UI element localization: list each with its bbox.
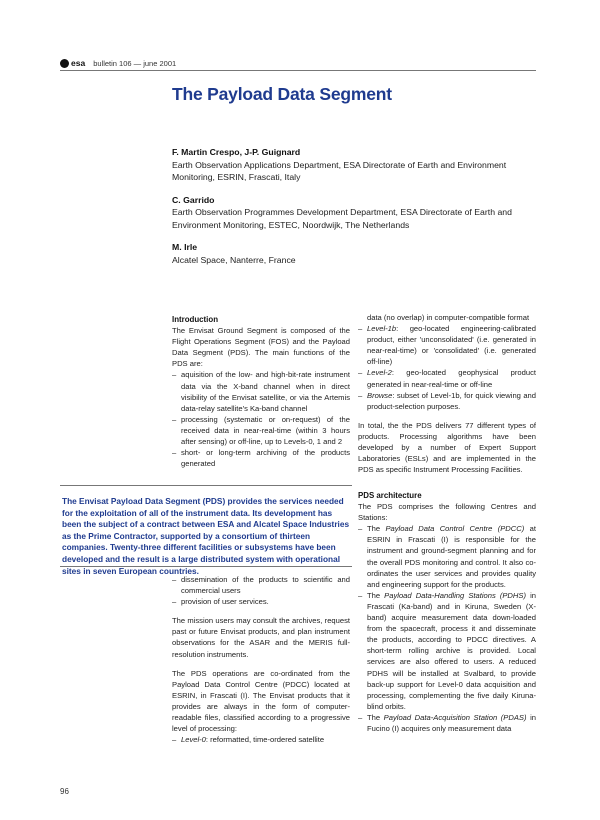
author-name: F. Martin Crespo, J-P. Guignard: [172, 147, 301, 157]
author-block: [172, 194, 542, 232]
column-1-continued: [172, 574, 350, 745]
paragraph: The PDS comprises the following Centres and Stations:: [358, 502, 536, 523]
list-item: – short- or long-term archiving of the products generated: [172, 448, 350, 469]
abstract-rule-bottom: [60, 566, 352, 567]
list-item-continuation: data (no overlap) in computer-compatible format: [367, 313, 530, 322]
level-label: Level-0: [181, 735, 206, 745]
author-name: M. Irle: [172, 242, 198, 252]
author-block: [172, 241, 542, 266]
author-affiliation: Alcatel Space, Nanterre, France: [172, 254, 296, 265]
article-title: The Payload Data Segment: [172, 84, 392, 104]
list-item: – provision of user services.: [172, 597, 269, 607]
list-item: – The Payload Data Control Centre (PDCC) at ESRIN in Frascati (I) is responsible for the instrument and ground-segment planning and for the overall PDS monitoring and control. It also co-ordinates the user services and provides quality and engineering support for the products.: [358, 524, 536, 589]
page-number: 96: [60, 787, 69, 796]
list-item: – processing (systematic or on-request) of the received data in near-real-time (within 3 hours after sensing) or off-line, up to Levels-0, 1 and 2: [172, 414, 350, 447]
author-block: [172, 146, 542, 184]
introduction-paragraph: The Envisat Ground Segment is composed of the Flight Operations Segment (FOS) and the Payload Data Segment (PDS). The main functions of the PDS are:: [172, 326, 350, 369]
list-item: – The Payload Data-Acquisition Station (PDAS) in Fucino (I) acquires only measurement data: [358, 712, 536, 733]
abstract-highlight: The Envisat Payload Data Segment (PDS) provides the services needed for the exploitation of all of the instrument data. Its development has been the subject of a contract between ESA and Alcatel Space Industries as the Prime Contractor, supported by a consortium of thirteen companies. Twenty-three different facilities or subsystems have been developed and the result is a large distributed system with operational sites in seven European countries.: [62, 496, 350, 576]
author-affiliation: Earth Observation Programmes Development Department, ESA Directorate of Earth and Environment Monitoring, ESTEC, Noordwijk, The Netherlands: [172, 207, 512, 230]
esa-logo: [60, 58, 89, 68]
header-rule: [60, 70, 536, 71]
paragraph: The mission users may consult the archives, request past or future Envisat products, and plan instrument observations for the ASAR and the MERIS full-resolution instruments.: [172, 616, 350, 659]
list-item: – aquisition of the low- and high-bit-rate instrument data via the X-band channel when in direct visibility of the Envisat satellite, or via the Artemis data-relay satellite's Ka-band channel: [172, 370, 350, 413]
author-name: C. Garrido: [172, 194, 215, 205]
level-label: Level-2: [367, 368, 392, 378]
author-affiliation: Earth Observation Applications Department, ESA Directorate of Earth and Environment Monitoring, ESRIN, Frascati, Italy: [172, 159, 507, 182]
facility-name: Payload Data-Acquisition Station (PDAS): [383, 712, 527, 722]
column-2-top: [358, 312, 536, 475]
list-item: – Level-0: reformatted, time-ordered satellite: [172, 735, 325, 745]
esa-logo-text: esa: [71, 58, 86, 68]
list-item: – The Payload Data-Handling Stations (PDHS) in Frascati (Ka-band) and in Kiruna, Sweden (X-band) acquire measurement data down-loaded from the spacecraft, process it and disseminate the products, according to PDCC directives. A short-term rolling archive is provided. Local services are also offered to users. A reduced PDHS will be installed at Svalbard, to provide back-up support for Level-0 data acquisition and processing, complementing the five daily Kiruna-blind orbits.: [358, 590, 536, 711]
list-item: – Browse: subset of Level-1b, for quick viewing and product-selection purposes.: [358, 390, 536, 411]
list-item: – Level-2: geo-located geophysical product generated in near-real-time or off-line: [358, 368, 536, 389]
list-item: – Level-1b: geo-located engineering-calibrated product, either 'unconsolidated' (i.e. generated in near-real-time) or 'consolidated' (i.e. generated off-line): [358, 324, 536, 367]
architecture-heading: PDS architecture: [358, 491, 422, 500]
list-item: – dissemination of the products to scientific and commercial users: [172, 575, 350, 596]
level-label: Browse: [367, 390, 393, 400]
introduction-heading: Introduction: [172, 315, 219, 324]
architecture-section: [358, 490, 536, 734]
abstract-rule-top: [60, 485, 352, 486]
running-header: [60, 56, 176, 70]
paragraph: In total, the the PDS delivers 77 different types of products. Processing algorithms have been developed by a number of Expert Support Laboratories (ESLs) and are implemented in the PDS as specific Instrument Processing Facilities.: [358, 420, 536, 475]
introduction-section: [172, 314, 350, 469]
bulletin-label: bulletin 106 — june 2001: [93, 58, 177, 68]
facility-name: Payload Data-Handling Stations (PDHS): [384, 590, 526, 600]
esa-logo-mark: [60, 59, 69, 68]
facility-name: Payload Data Control Centre (PDCC): [385, 524, 525, 534]
paragraph: The PDS operations are co-ordinated from the Payload Data Control Centre (PDCC) located at ESRIN, in Frascati (I). The Envisat products that it provides are always in the form of computer-readable files, classified according to a progressive level of processing:: [172, 668, 350, 734]
level-label: Level-1b: [367, 324, 397, 334]
author-list: [172, 146, 542, 276]
